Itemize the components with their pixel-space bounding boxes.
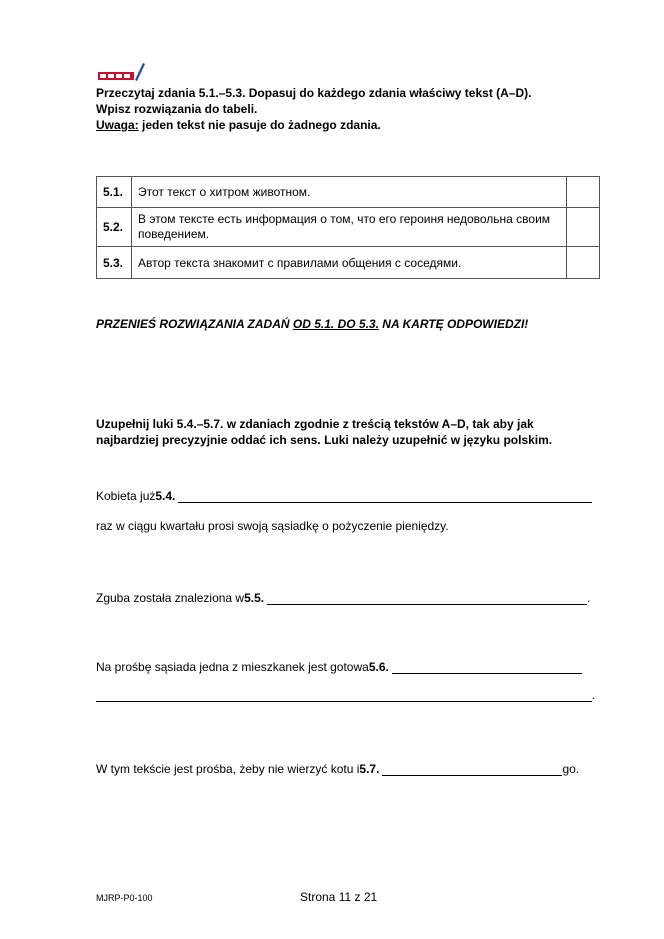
answer-line-5-5[interactable] (267, 592, 587, 605)
sentence-5-7 (96, 762, 579, 776)
sentence-text-end: go. (562, 762, 580, 776)
row-text: Автор текста знакомит с правилами общения с соседями. (132, 247, 567, 279)
page-number: Strona 11 z 21 (300, 890, 378, 904)
sentence-text: Kobieta już (96, 489, 156, 503)
gap-number: 5.4. (155, 489, 176, 503)
row-number: 5.2. (97, 208, 132, 247)
answer-line-5-6-cont[interactable] (96, 689, 592, 702)
sentence-5-6 (96, 660, 582, 674)
sentence-text: Na prośbę sąsiada jedna z mieszkanek jest gotowa (96, 660, 369, 674)
gap-number: 5.7. (359, 762, 380, 776)
note-label: Uwaga: (96, 118, 139, 132)
instruction-line: Wpisz rozwiązania do tabeli. (96, 102, 258, 116)
matching-table (96, 176, 600, 279)
sentence-text: raz w ciągu kwartału prosi swoją sąsiadkę o pożyczenie pieniędzy. (96, 519, 449, 533)
exam-code: MJRP-P0-100 (96, 893, 153, 903)
instruction-line: Uzupełnij luki 5.4.–5.7. w zdaniach zgodnie z treścią tekstów A–D, tak aby jak (96, 417, 534, 431)
table-row (97, 247, 600, 279)
transfer-text: PRZENIEŚ ROZWIĄZANIA ZADAŃ (96, 317, 293, 331)
sentence-5-4-continuation (96, 519, 449, 533)
table-row (97, 208, 600, 247)
answer-cell[interactable] (567, 208, 600, 247)
row-text: Этот текст о хитром животном. (132, 177, 567, 208)
answer-line-5-6[interactable] (392, 661, 582, 674)
sentence-text: W tym tekście jest prośba, żeby nie wierzyć kotu i (96, 762, 360, 776)
gap-number: 5.5. (244, 591, 265, 605)
answer-cell[interactable] (567, 177, 600, 208)
transfer-range: OD 5.1. DO 5.3. (292, 317, 379, 331)
sentence-5-4 (96, 489, 592, 503)
sentence-end: . (587, 591, 591, 605)
gap-number: 5.6. (368, 660, 389, 674)
sentence-text: Zguba została znaleziona w (96, 591, 245, 605)
instruction-line: Przeczytaj zdania 5.1.–5.3. Dopasuj do każdego zdania właściwy tekst (A–D). (96, 86, 532, 100)
sentence-5-6-continuation (96, 688, 595, 702)
gap-fill-instructions (96, 416, 616, 448)
row-text: В этом тексте есть информация о том, что его героиня недовольна своим поведением. (132, 208, 567, 247)
instruction-line: najbardziej precyzyjnie oddać ich sens. Luki należy uzupełnić w języku polskim. (96, 433, 553, 447)
transfer-text-end: NA KARTĘ ODPOWIEDZI! (378, 317, 529, 331)
instruction-note (96, 117, 616, 133)
answer-line-5-4[interactable] (178, 490, 592, 503)
answer-cell[interactable] (567, 247, 600, 279)
sentence-5-5 (96, 591, 590, 605)
transfer-notice (96, 317, 528, 331)
sentence-end: . (592, 688, 596, 702)
task-instructions (96, 85, 616, 133)
row-number: 5.3. (97, 247, 132, 279)
answer-line-5-7[interactable] (382, 763, 562, 776)
row-number: 5.1. (97, 177, 132, 208)
note-text: jeden tekst nie pasuje do żadnego zdania. (138, 118, 381, 132)
table-row (97, 177, 600, 208)
writing-task-icon (98, 60, 146, 82)
